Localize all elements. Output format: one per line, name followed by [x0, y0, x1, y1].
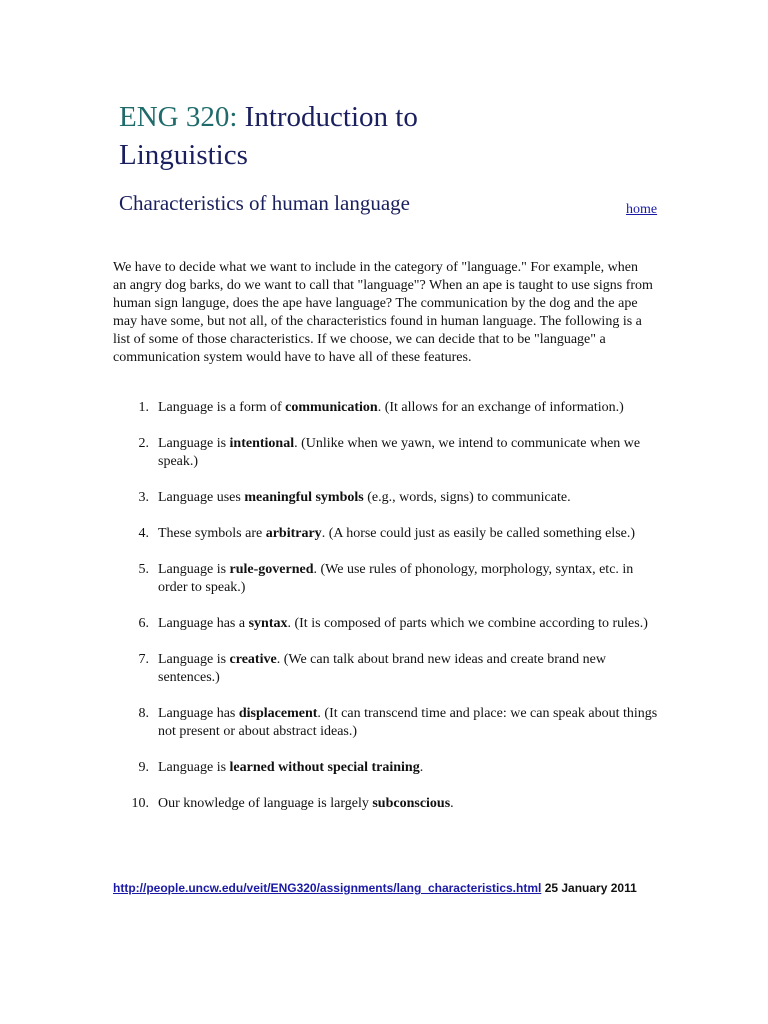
course-code: ENG 320:: [119, 101, 238, 133]
list-item: [113, 489, 658, 507]
item-text: . (It allows for an exchange of information.): [377, 400, 624, 415]
item-term: subconscious: [372, 796, 451, 811]
course-name-line1: Introduction to: [244, 101, 418, 133]
item-text: Language is: [158, 562, 230, 577]
item-term: meaningful symbols: [244, 490, 364, 505]
list-item: [113, 435, 658, 471]
home-link[interactable]: home: [626, 202, 658, 217]
list-item: [113, 399, 658, 417]
item-text: . (It is composed of parts which we combine according to rules.): [287, 616, 648, 631]
item-text: Language is: [158, 436, 230, 451]
characteristics-list: [113, 399, 658, 831]
page-title: [119, 98, 519, 174]
list-item: [113, 759, 658, 777]
item-text: Language is: [158, 652, 230, 667]
item-text: . (A horse could just as easily be called something else.): [321, 526, 636, 541]
item-text: . (We can talk about brand new ideas and create brand new sentences.): [158, 652, 606, 685]
list-item: [113, 705, 658, 741]
list-number: 9.: [138, 760, 149, 775]
list-item: [113, 795, 658, 813]
item-text: These symbols are: [158, 526, 266, 541]
item-term: rule-governed: [229, 562, 314, 577]
item-text: Our knowledge of language is largely: [158, 796, 373, 811]
item-term: displacement: [238, 706, 318, 721]
source-footer: [113, 881, 637, 895]
item-term: intentional: [229, 436, 295, 451]
item-text: . (It can transcend time and place: we can speak about things not present or about abstract ideas.): [158, 706, 658, 739]
list-number: 4.: [138, 526, 149, 541]
item-term: communication: [285, 400, 378, 415]
item-term: syntax: [248, 616, 288, 631]
list-item: [113, 525, 658, 543]
item-text: . (We use rules of phonology, morphology, syntax, etc. in order to speak.): [158, 562, 634, 595]
item-term: arbitrary: [265, 526, 322, 541]
item-text: Language is a form of: [158, 400, 286, 415]
list-number: 10.: [131, 796, 149, 811]
intro-paragraph: We have to decide what we want to include in the category of "language." For example, when an angry dog barks, do we want to call that "language"? When an ape is taught to use signs from human sign languge, does the ape have language? The communication by the dog and the ape may have some, but not all, of the characteristics found in human language. The following is a list of some of those characteristics. If we choose, we can decide that to be "language" a communication system would have to have all of these features.: [113, 260, 653, 365]
item-term: creative: [229, 652, 277, 667]
item-text: (e.g., words, signs) to communicate.: [363, 490, 571, 505]
course-name-line2: Linguistics: [119, 139, 248, 171]
list-number: 8.: [138, 706, 149, 721]
item-text: Language uses: [158, 490, 245, 505]
source-date: 25 January 2011: [544, 881, 637, 895]
list-number: 1.: [138, 400, 149, 415]
list-number: 6.: [138, 616, 149, 631]
list-number: 7.: [138, 652, 149, 667]
list-number: 2.: [138, 436, 149, 451]
source-url-link[interactable]: http://people.uncw.edu/veit/ENG320/assignments/lang_characteristics.html: [113, 881, 542, 895]
list-number: 3.: [138, 490, 149, 505]
item-text: Language is: [158, 760, 230, 775]
item-text: . (Unlike when we yawn, we intend to communicate when we speak.): [158, 436, 641, 469]
item-text: .: [419, 760, 424, 775]
item-text: Language has: [158, 706, 239, 721]
list-item: [113, 651, 658, 687]
item-text: .: [450, 796, 454, 811]
list-item: [113, 615, 658, 633]
page-subtitle: Characteristics of human language: [119, 191, 410, 215]
item-term: learned without special training: [229, 760, 420, 775]
list-number: 5.: [138, 562, 149, 577]
item-text: Language has a: [158, 616, 249, 631]
list-item: [113, 561, 658, 597]
